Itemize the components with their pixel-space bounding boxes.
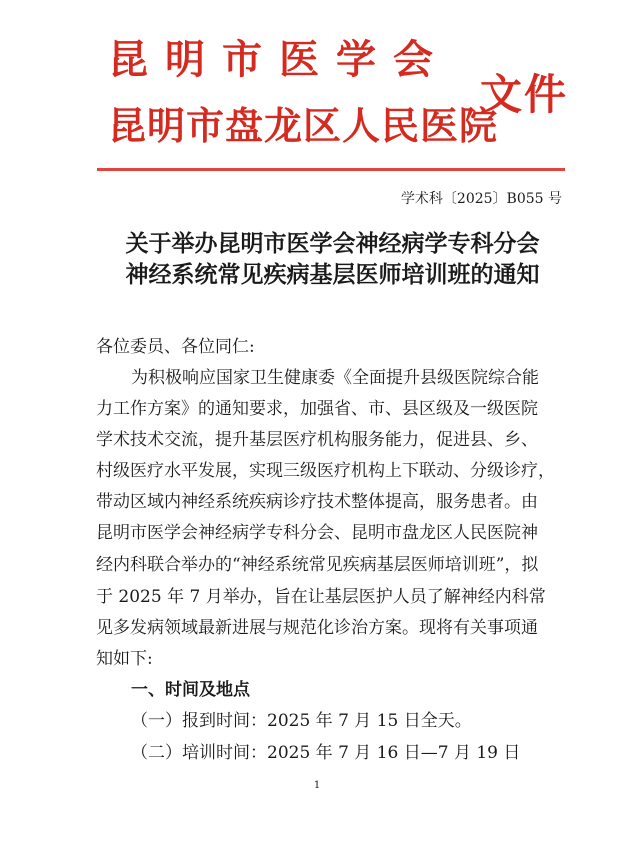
body-line: 力工作方案》的通知要求，加强省、市、县区级及一级医院 [96, 399, 538, 419]
header-divider [97, 168, 565, 171]
section-heading: 一、时间及地点 [131, 680, 250, 700]
document-number: 学术科〔2025〕B055 号 [400, 191, 562, 207]
notice-title-line-2: 神经系统常见疾病基层医师培训班的通知 [125, 261, 540, 288]
body-line: 见多发病领域最新进展与规范化诊治方案。现将有关事项通 [96, 618, 538, 638]
issuing-org-2: 昆明市盘龙区人民医院 [108, 103, 499, 148]
body-line: 知如下: [96, 649, 153, 669]
body-line: 村级医疗水平发展，实现三级医疗机构上下联动、分级诊疗， [96, 461, 555, 481]
page-number: 1 [313, 780, 321, 791]
issuing-org-1: 昆明市医学会 [108, 36, 450, 83]
notice-title-line-1: 关于举办昆明市医学会神经病学专科分会 [125, 230, 540, 257]
body-line: 学术技术交流，提升基层医疗机构服务能力，促进县、乡、 [96, 430, 538, 450]
body-line: 经内科联合举办的“神经系统常见疾病基层医师培训班”，拟 [96, 555, 539, 575]
list-item: （一）报到时间：2025 年 7 月 15 日全天。 [131, 711, 472, 731]
document-label: 文件 [480, 70, 569, 119]
body-line: 为积极响应国家卫生健康委《全面提升县级医院综合能 [131, 368, 539, 388]
body-line: 于 2025 年 7 月举办，旨在让基层医护人员了解神经内科常 [96, 587, 546, 607]
list-item: （二）培训时间：2025 年 7 月 16 日—7 月 19 日 [131, 743, 521, 763]
body-line: 昆明市医学会神经病学专科分会、昆明市盘龙区人民医院神 [96, 523, 538, 543]
salutation: 各位委员、各位同仁: [96, 337, 255, 357]
body-line: 带动区域内神经系统疾病诊疗技术整体提高，服务患者。由 [96, 492, 538, 512]
